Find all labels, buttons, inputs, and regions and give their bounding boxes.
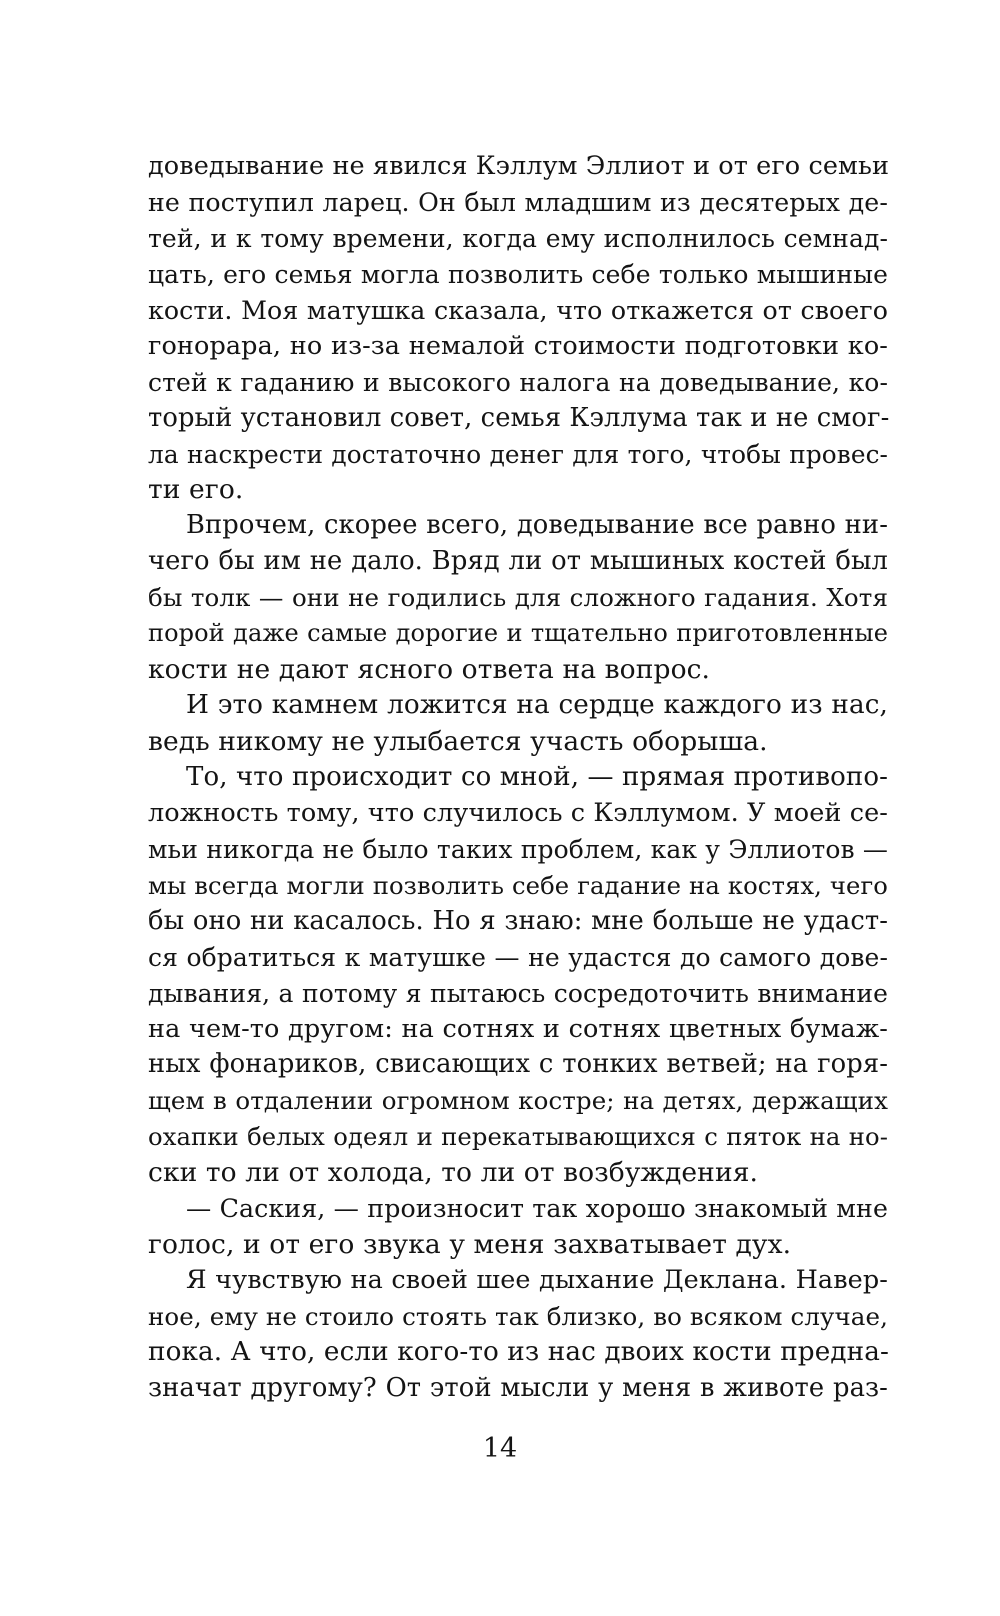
text-line: щем в отдалении огромном костре; на детях, держащих [148, 1086, 888, 1116]
text-line: доведывание не явился Кэллум Эллиот и от его семьи [148, 151, 890, 181]
text-line: бы толк — они не годились для сложного гадания. Хотя [148, 583, 888, 613]
text-line: дывания, а потому я пытаюсь сосредоточить внимание [148, 978, 888, 1008]
text-line: чего бы им не дало. Вряд ли от мышиных костей был [148, 546, 888, 577]
text-line: на чем-то другом: на сотнях и сотнях цветных бумаж- [148, 1013, 888, 1044]
text-line: То, что происходит со мной, — прямая противопо- [186, 761, 888, 792]
text-line: кости не дают ясного ответа на вопрос. [148, 654, 711, 686]
text-line: мьи никогда не было таких проблем, как у Эллиотов — [148, 834, 888, 864]
text-line: ти его. [148, 474, 244, 506]
text-line: гонорара, но из-за немалой стоимости подготовки ко- [148, 330, 888, 361]
text-line: ных фонариков, свисающих с тонких ветвей; на горя- [148, 1049, 888, 1080]
text-line: ное, ему не стоило стоять так близко, во всяком случае, [148, 1302, 888, 1331]
text-line: охапки белых одеял и перекатывающихся с пяток на но- [148, 1122, 888, 1152]
text-line: торый установил совет, семья Кэллума так и не смог- [148, 402, 890, 433]
paragraph [148, 149, 888, 508]
text-line: значат другому? От этой мысли у меня в животе раз- [148, 1372, 888, 1403]
body-text [148, 149, 888, 1407]
text-line: бы оно ни касалось. Но я знаю: мне больше не удаст- [148, 905, 888, 936]
text-line: тей, и к тому времени, когда ему исполнилось семнад- [148, 223, 888, 253]
paragraph [148, 760, 888, 1191]
paragraph [148, 508, 888, 688]
paragraph [148, 688, 888, 760]
text-line: Впрочем, скорее всего, доведывание все равно ни- [186, 510, 888, 541]
text-line: И это камнем ложится на сердце каждого из нас, [186, 690, 888, 721]
page-number: 14 [482, 1433, 518, 1464]
paragraph [148, 1191, 888, 1263]
text-line: цать, его семья могла позволить себе только мышиные [148, 259, 888, 289]
text-line: ложность тому, что случилось с Кэллумом. У моей се- [148, 797, 888, 828]
paragraph [148, 1263, 888, 1407]
text-line: Я чувствую на своей шее дыхание Деклана. Навер- [186, 1265, 888, 1296]
text-line: голос, и от его звука у меня захватывает дух. [148, 1229, 792, 1261]
text-line: — Саския, — произносит так хорошо знакомый мне [186, 1194, 888, 1224]
text-line: порой даже самые дорогие и тщательно приготовленные [148, 619, 888, 648]
text-line: пока. А что, если кого-то из нас двоих кости предна- [148, 1336, 889, 1367]
text-line: ся обратиться к матушке — не удастся до самого дове- [148, 942, 888, 972]
text-line: ски то ли от холода, то ли от возбуждения. [148, 1157, 759, 1189]
text-line: стей к гаданию и высокого налога на доведывание, ко- [148, 367, 888, 397]
text-line: ведь никому не улыбается участь оборыша. [148, 726, 768, 757]
text-line: не поступил ларец. Он был младшим из десятерых де- [148, 187, 888, 217]
text-line: мы всегда могли позволить себе гадание на костях, чего [148, 870, 888, 900]
text-line: ла наскрести достаточно денег для того, чтобы провес- [148, 439, 888, 469]
text-line: кости. Моя матушка сказала, что откажется от своего [148, 295, 888, 325]
